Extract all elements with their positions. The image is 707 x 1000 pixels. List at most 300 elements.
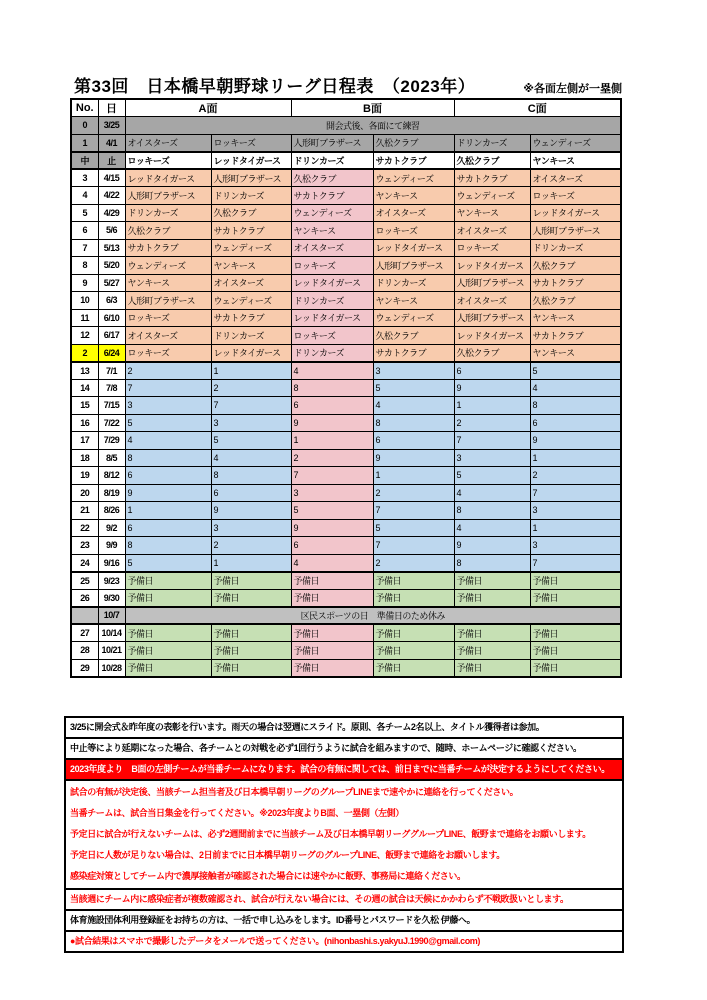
- row-number-cell: 12: [71, 327, 98, 345]
- row-number-cell: 23: [71, 537, 98, 555]
- row-number-cell: 1: [71, 134, 98, 152]
- team-cell: 予備日: [454, 572, 530, 590]
- row-date-cell: 9/2: [98, 519, 125, 537]
- team-cell: 予備日: [125, 624, 211, 642]
- row-number-cell: 7: [71, 239, 98, 257]
- table-row: [71, 572, 621, 590]
- team-cell: サカトクラブ: [530, 327, 621, 345]
- team-cell: 人形町ブラザース: [530, 222, 621, 240]
- team-cell: ロッキーズ: [211, 134, 291, 152]
- team-cell: レッドタイガース: [291, 274, 373, 292]
- team-cell: レッドタイガース: [291, 309, 373, 327]
- team-number-cell: 5: [373, 379, 454, 397]
- table-row: [71, 274, 621, 292]
- row-date-cell: 6/3: [98, 292, 125, 310]
- table-row: [71, 502, 621, 520]
- team-cell: ヤンキース: [291, 222, 373, 240]
- team-cell: 予備日: [291, 642, 373, 660]
- table-row: [71, 169, 621, 187]
- team-cell: オイスターズ: [211, 274, 291, 292]
- note-line: ●試合結果はスマホで撮影したデータをメールで送ってください。(nihonbashi.s.yakyuJ.1990@gmail.com): [70, 936, 481, 946]
- row-number-cell: 16: [71, 414, 98, 432]
- team-cell: サカトクラブ: [211, 222, 291, 240]
- table-row: [71, 414, 621, 432]
- team-cell: ウェンディーズ: [530, 134, 621, 152]
- team-number-cell: 5: [211, 432, 291, 450]
- team-cell: 久松クラブ: [211, 204, 291, 222]
- team-cell: オイスターズ: [125, 327, 211, 345]
- team-number-cell: 1: [211, 554, 291, 572]
- table-row: [71, 379, 621, 397]
- team-number-cell: 4: [454, 519, 530, 537]
- team-cell: ドリンカーズ: [291, 292, 373, 310]
- row-date-cell: 5/6: [98, 222, 125, 240]
- team-cell: オイスターズ: [291, 239, 373, 257]
- team-cell: サカトクラブ: [454, 169, 530, 187]
- team-cell: ドリンカーズ: [291, 152, 373, 170]
- row-number-cell: 25: [71, 572, 98, 590]
- team-number-cell: 5: [125, 414, 211, 432]
- team-number-cell: 1: [211, 362, 291, 380]
- row-number-cell: 11: [71, 309, 98, 327]
- team-number-cell: 1: [530, 449, 621, 467]
- row-number-cell: 15: [71, 397, 98, 415]
- team-number-cell: 2: [125, 362, 211, 380]
- team-number-cell: 4: [291, 554, 373, 572]
- team-number-cell: 4: [530, 379, 621, 397]
- team-cell: サカトクラブ: [373, 344, 454, 362]
- team-number-cell: 6: [125, 519, 211, 537]
- col-header-a-side: A面: [125, 99, 291, 117]
- team-cell: 予備日: [373, 572, 454, 590]
- team-cell: ウェンディーズ: [211, 239, 291, 257]
- team-number-cell: 6: [125, 467, 211, 485]
- team-number-cell: 6: [291, 537, 373, 555]
- row-span-note-cell: 開会式後、各面にて練習: [125, 117, 621, 135]
- team-cell: ドリンカーズ: [454, 134, 530, 152]
- row-number-cell: 9: [71, 274, 98, 292]
- team-number-cell: 8: [454, 502, 530, 520]
- team-number-cell: 9: [454, 379, 530, 397]
- team-cell: 予備日: [125, 589, 211, 607]
- table-row: [71, 327, 621, 345]
- row-number-cell: 0: [71, 117, 98, 135]
- team-number-cell: 2: [454, 414, 530, 432]
- col-header-c-side: C面: [454, 99, 621, 117]
- row-date-cell: 9/23: [98, 572, 125, 590]
- team-cell: サカトクラブ: [211, 309, 291, 327]
- row-date-cell: 8/26: [98, 502, 125, 520]
- row-number-cell: 29: [71, 659, 98, 677]
- team-cell: 人形町ブラザース: [211, 169, 291, 187]
- team-cell: ウェンディーズ: [373, 169, 454, 187]
- row-date-cell: 5/13: [98, 239, 125, 257]
- table-row: [71, 537, 621, 555]
- row-number-cell: 26: [71, 589, 98, 607]
- team-number-cell: 3: [211, 519, 291, 537]
- team-number-cell: 8: [291, 379, 373, 397]
- team-cell: ドリンカーズ: [291, 344, 373, 362]
- team-cell: 人形町ブラザース: [373, 257, 454, 275]
- team-cell: 予備日: [530, 589, 621, 607]
- team-cell: サカトクラブ: [530, 274, 621, 292]
- team-number-cell: 2: [373, 554, 454, 572]
- row-date-cell: 9/9: [98, 537, 125, 555]
- team-cell: オイスターズ: [125, 134, 211, 152]
- table-row: [71, 659, 621, 677]
- team-cell: 予備日: [454, 642, 530, 660]
- team-number-cell: 4: [373, 397, 454, 415]
- team-cell: 予備日: [125, 572, 211, 590]
- row-date-cell: 8/5: [98, 449, 125, 467]
- team-number-cell: 5: [454, 467, 530, 485]
- team-number-cell: 7: [291, 467, 373, 485]
- team-number-cell: 8: [211, 467, 291, 485]
- row-number-cell: 24: [71, 554, 98, 572]
- table-row: [71, 432, 621, 450]
- team-cell: ウェンディーズ: [211, 292, 291, 310]
- note-line: 感染症対策としてチーム内で濃厚接触者が確認された場合には速やかに飯野、事務局に連絡ください。: [70, 871, 466, 881]
- team-number-cell: 9: [291, 414, 373, 432]
- row-date-cell: 10/28: [98, 659, 125, 677]
- team-cell: 人形町ブラザース: [454, 274, 530, 292]
- row-date-cell: 4/22: [98, 187, 125, 205]
- team-number-cell: 2: [211, 379, 291, 397]
- team-cell: ドリンカーズ: [530, 239, 621, 257]
- title-row: [74, 72, 622, 97]
- row-number-cell: 13: [71, 362, 98, 380]
- row-number-cell: 2: [71, 344, 98, 362]
- row-number-cell: 19: [71, 467, 98, 485]
- note-box: [64, 909, 624, 932]
- table-row: [71, 397, 621, 415]
- team-cell: レッドタイガース: [530, 204, 621, 222]
- team-cell: ヤンキース: [530, 344, 621, 362]
- team-cell: 人形町ブラザース: [291, 134, 373, 152]
- table-row: [71, 484, 621, 502]
- team-cell: ロッキーズ: [530, 187, 621, 205]
- table-row: [71, 519, 621, 537]
- note-line: 当番チームは、試合当日集金を行ってください。※2023年度よりB面、一塁側（左側）: [70, 808, 404, 818]
- team-cell: 予備日: [291, 589, 373, 607]
- team-cell: ヤンキース: [373, 292, 454, 310]
- team-number-cell: 4: [291, 362, 373, 380]
- team-cell: オイスターズ: [373, 204, 454, 222]
- row-number-cell: 4: [71, 187, 98, 205]
- schedule-table: [70, 98, 622, 678]
- team-number-cell: 4: [211, 449, 291, 467]
- row-date-cell: 4/15: [98, 169, 125, 187]
- team-number-cell: 7: [454, 432, 530, 450]
- team-cell: 予備日: [211, 642, 291, 660]
- team-number-cell: 7: [125, 379, 211, 397]
- table-row: [71, 134, 621, 152]
- first-base-side-note: ※各面左側が一塁側: [523, 83, 622, 95]
- team-cell: ウェンディーズ: [454, 187, 530, 205]
- row-date-cell: 6/24: [98, 344, 125, 362]
- row-date-cell: 6/17: [98, 327, 125, 345]
- team-number-cell: 1: [373, 467, 454, 485]
- row-date-cell: 3/25: [98, 117, 125, 135]
- team-cell: 予備日: [211, 624, 291, 642]
- team-number-cell: 6: [454, 362, 530, 380]
- team-cell: 久松クラブ: [373, 327, 454, 345]
- team-cell: サカトクラブ: [125, 239, 211, 257]
- team-cell: レッドタイガース: [454, 327, 530, 345]
- row-number-cell: 5: [71, 204, 98, 222]
- team-cell: 予備日: [530, 659, 621, 677]
- note-line: 当該週にチーム内に感染症者が複数確認され、試合が行えない場合には、その週の試合は天候にかかわらず不戦敗扱いとします。: [70, 894, 569, 904]
- row-number-cell: [71, 607, 98, 625]
- col-header-b-side: B面: [291, 99, 454, 117]
- team-cell: ヤンキース: [454, 204, 530, 222]
- row-number-cell: 6: [71, 222, 98, 240]
- team-number-cell: 8: [125, 449, 211, 467]
- team-number-cell: 5: [530, 362, 621, 380]
- team-number-cell: 5: [373, 519, 454, 537]
- team-cell: 予備日: [530, 624, 621, 642]
- team-number-cell: 5: [291, 502, 373, 520]
- team-cell: レッドタイガース: [125, 169, 211, 187]
- team-cell: 久松クラブ: [530, 292, 621, 310]
- table-row: [71, 467, 621, 485]
- notes-section: [64, 716, 624, 953]
- team-number-cell: 6: [211, 484, 291, 502]
- team-number-cell: 3: [530, 537, 621, 555]
- team-number-cell: 3: [454, 449, 530, 467]
- team-number-cell: 2: [211, 537, 291, 555]
- table-row: [71, 362, 621, 380]
- team-number-cell: 9: [211, 502, 291, 520]
- row-number-cell: 21: [71, 502, 98, 520]
- team-number-cell: 7: [373, 502, 454, 520]
- table-row: [71, 239, 621, 257]
- team-cell: 久松クラブ: [373, 134, 454, 152]
- team-cell: レッドタイガース: [211, 344, 291, 362]
- team-number-cell: 9: [373, 449, 454, 467]
- team-number-cell: 8: [125, 537, 211, 555]
- table-row: [71, 309, 621, 327]
- team-cell: サカトクラブ: [373, 152, 454, 170]
- team-number-cell: 8: [454, 554, 530, 572]
- header-row: [71, 99, 621, 117]
- note-line: 2023年度より B面の左側チームが当番チームになります。試合の有無に関しては、前日までに当番チームが決定するようにしてください。: [70, 764, 610, 774]
- team-cell: ロッキーズ: [125, 344, 211, 362]
- row-number-cell: 28: [71, 642, 98, 660]
- note-box: [64, 737, 624, 760]
- team-cell: 予備日: [454, 589, 530, 607]
- table-row: [71, 292, 621, 310]
- team-number-cell: 3: [291, 484, 373, 502]
- team-number-cell: 7: [530, 554, 621, 572]
- team-cell: 予備日: [211, 659, 291, 677]
- team-cell: オイスターズ: [530, 169, 621, 187]
- row-date-cell: 7/1: [98, 362, 125, 380]
- team-number-cell: 2: [291, 449, 373, 467]
- team-cell: ドリンカーズ: [373, 274, 454, 292]
- table-row: [71, 204, 621, 222]
- team-number-cell: 7: [530, 484, 621, 502]
- row-date-cell: 止: [98, 152, 125, 170]
- note-line: 体育施設団体利用登録証をお持ちの方は、一括で申し込みをします。ID番号とパスワードを久松 伊藤へ。: [70, 915, 476, 925]
- table-row: [71, 152, 621, 170]
- row-date-cell: 8/19: [98, 484, 125, 502]
- team-cell: 予備日: [530, 572, 621, 590]
- schedule-body: [71, 117, 621, 677]
- team-number-cell: 1: [291, 432, 373, 450]
- team-cell: オイスターズ: [454, 222, 530, 240]
- team-cell: 久松クラブ: [454, 344, 530, 362]
- note-box: [64, 888, 624, 911]
- team-number-cell: 1: [530, 519, 621, 537]
- row-number-cell: 中: [71, 152, 98, 170]
- team-number-cell: 6: [530, 414, 621, 432]
- team-number-cell: 8: [530, 397, 621, 415]
- row-number-cell: 22: [71, 519, 98, 537]
- row-date-cell: 7/8: [98, 379, 125, 397]
- row-number-cell: 8: [71, 257, 98, 275]
- team-number-cell: 5: [125, 554, 211, 572]
- team-cell: 予備日: [211, 589, 291, 607]
- row-date-cell: 9/16: [98, 554, 125, 572]
- team-cell: ドリンカーズ: [211, 187, 291, 205]
- team-cell: ドリンカーズ: [211, 327, 291, 345]
- team-cell: 予備日: [530, 642, 621, 660]
- table-row: [71, 257, 621, 275]
- note-box: [64, 716, 624, 739]
- note-box: [64, 779, 624, 890]
- team-cell: 予備日: [291, 572, 373, 590]
- team-cell: 予備日: [373, 642, 454, 660]
- team-cell: 予備日: [125, 642, 211, 660]
- row-number-cell: 17: [71, 432, 98, 450]
- team-cell: ロッキーズ: [291, 257, 373, 275]
- col-header-no: No.: [71, 99, 98, 117]
- team-cell: 予備日: [454, 659, 530, 677]
- team-number-cell: 2: [373, 484, 454, 502]
- team-cell: 人形町ブラザース: [125, 292, 211, 310]
- team-cell: サカトクラブ: [291, 187, 373, 205]
- team-number-cell: 3: [530, 502, 621, 520]
- team-cell: レッドタイガース: [211, 152, 291, 170]
- team-cell: ドリンカーズ: [125, 204, 211, 222]
- table-row: [71, 642, 621, 660]
- note-box: [64, 758, 624, 781]
- team-cell: ロッキーズ: [373, 222, 454, 240]
- row-span-note-cell: 区民スポーツの日 準備日のため休み: [125, 607, 621, 625]
- row-number-cell: 3: [71, 169, 98, 187]
- team-cell: 予備日: [125, 659, 211, 677]
- team-cell: ヤンキース: [211, 257, 291, 275]
- team-cell: 久松クラブ: [454, 152, 530, 170]
- table-row: [71, 117, 621, 135]
- note-line: 予定日に人数が足りない場合は、2日前までに日本橋早朝リーグのグループLINE、飯野まで連絡をお願いします。: [70, 850, 505, 860]
- row-number-cell: 14: [71, 379, 98, 397]
- row-date-cell: 7/22: [98, 414, 125, 432]
- team-number-cell: 9: [291, 519, 373, 537]
- row-date-cell: 5/20: [98, 257, 125, 275]
- row-date-cell: 4/29: [98, 204, 125, 222]
- team-number-cell: 6: [291, 397, 373, 415]
- team-cell: ロッキーズ: [125, 309, 211, 327]
- team-number-cell: 1: [125, 502, 211, 520]
- table-row: [71, 222, 621, 240]
- row-number-cell: 10: [71, 292, 98, 310]
- row-date-cell: 7/29: [98, 432, 125, 450]
- team-number-cell: 9: [454, 537, 530, 555]
- team-cell: オイスターズ: [454, 292, 530, 310]
- note-line: 3/25に開会式＆昨年度の表彰を行います。雨天の場合は翌週にスライド。原則、各チーム2名以上、タイトル獲得者は参加。: [70, 722, 545, 732]
- team-cell: 久松クラブ: [125, 222, 211, 240]
- row-date-cell: 7/15: [98, 397, 125, 415]
- table-row: [71, 607, 621, 625]
- page-title: 第33回 日本橋早朝野球リーグ日程表 （2023年）: [74, 77, 476, 96]
- team-cell: ヤンキース: [530, 309, 621, 327]
- table-row: [71, 187, 621, 205]
- team-cell: 久松クラブ: [530, 257, 621, 275]
- team-cell: 人形町ブラザース: [125, 187, 211, 205]
- team-cell: ヤンキース: [125, 274, 211, 292]
- team-cell: 予備日: [454, 624, 530, 642]
- team-cell: 予備日: [373, 589, 454, 607]
- col-header-date: 日: [98, 99, 125, 117]
- team-number-cell: 9: [530, 432, 621, 450]
- row-date-cell: 6/10: [98, 309, 125, 327]
- table-row: [71, 344, 621, 362]
- row-date-cell: 10/21: [98, 642, 125, 660]
- team-cell: ウェンディーズ: [125, 257, 211, 275]
- note-box: [64, 930, 624, 953]
- table-row: [71, 589, 621, 607]
- team-cell: ロッキーズ: [454, 239, 530, 257]
- team-number-cell: 4: [454, 484, 530, 502]
- note-line: 試合の有無が決定後、当該チーム担当者及び日本橋早朝リーグのグループLINEまで速やかに連絡を行ってください。: [70, 787, 519, 797]
- team-number-cell: 3: [125, 397, 211, 415]
- team-cell: ロッキーズ: [125, 152, 211, 170]
- team-cell: 予備日: [291, 624, 373, 642]
- team-number-cell: 1: [454, 397, 530, 415]
- team-cell: 予備日: [291, 659, 373, 677]
- team-cell: 人形町ブラザース: [454, 309, 530, 327]
- table-row: [71, 554, 621, 572]
- team-number-cell: 2: [530, 467, 621, 485]
- team-number-cell: 3: [373, 362, 454, 380]
- table-row: [71, 624, 621, 642]
- team-cell: ウェンディーズ: [373, 309, 454, 327]
- team-cell: 予備日: [373, 624, 454, 642]
- row-date-cell: 10/7: [98, 607, 125, 625]
- team-cell: レッドタイガース: [454, 257, 530, 275]
- team-number-cell: 9: [125, 484, 211, 502]
- team-cell: レッドタイガース: [373, 239, 454, 257]
- team-number-cell: 4: [125, 432, 211, 450]
- team-number-cell: 7: [211, 397, 291, 415]
- team-cell: 予備日: [211, 572, 291, 590]
- row-date-cell: 8/12: [98, 467, 125, 485]
- row-number-cell: 27: [71, 624, 98, 642]
- team-cell: 久松クラブ: [291, 169, 373, 187]
- team-number-cell: 8: [373, 414, 454, 432]
- row-date-cell: 9/30: [98, 589, 125, 607]
- row-date-cell: 4/1: [98, 134, 125, 152]
- row-number-cell: 18: [71, 449, 98, 467]
- team-cell: ロッキーズ: [291, 327, 373, 345]
- team-cell: 予備日: [373, 659, 454, 677]
- row-date-cell: 10/14: [98, 624, 125, 642]
- team-cell: ヤンキース: [373, 187, 454, 205]
- note-line: 中止等により延期になった場合、各チームとの対戦を必ず1回行うように試合を組みますので、随時、ホームページに確認ください。: [70, 743, 582, 753]
- row-number-cell: 20: [71, 484, 98, 502]
